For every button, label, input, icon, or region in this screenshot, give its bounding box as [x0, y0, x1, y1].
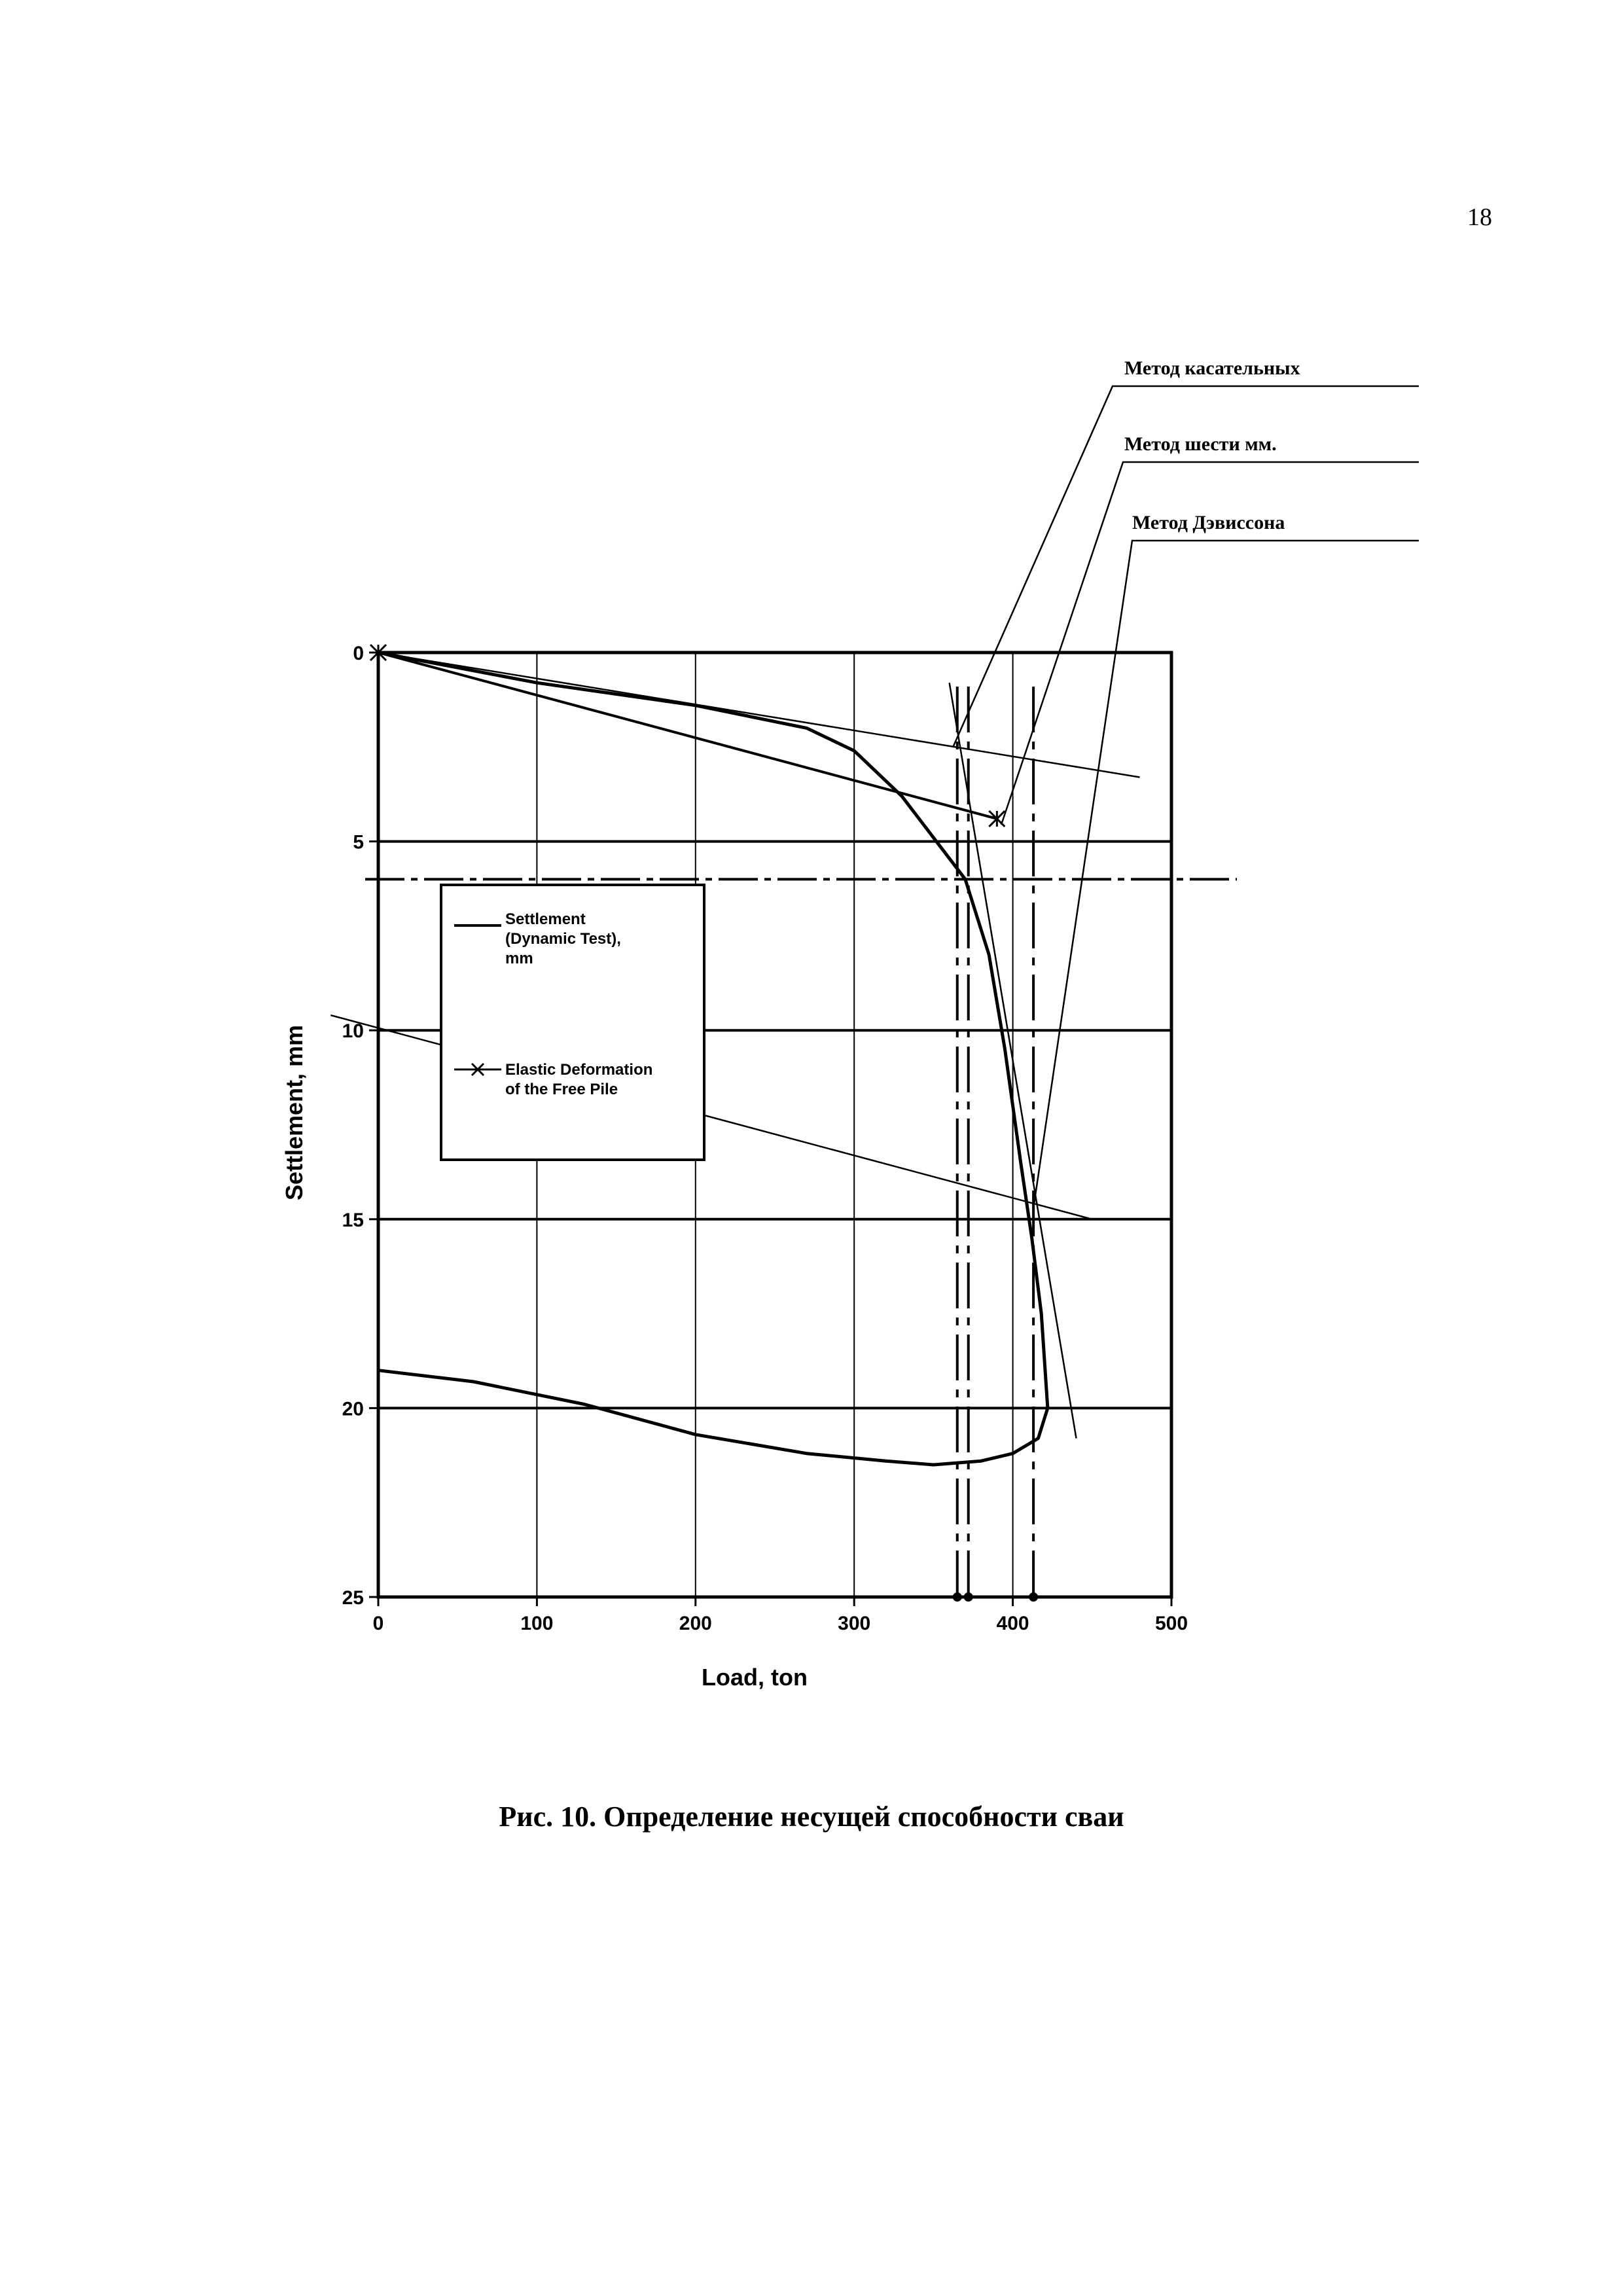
x-tick-label: 200 [679, 1613, 712, 1634]
page-number: 18 [1467, 204, 1492, 231]
elastic-deformation-line [378, 653, 997, 819]
x-tick-label: 400 [996, 1613, 1029, 1634]
y-tick-label: 5 [353, 831, 364, 853]
y-tick-label: 15 [342, 1209, 364, 1231]
legend [441, 885, 704, 1160]
y-tick-label: 20 [342, 1398, 364, 1420]
method-label-six-mm: Метод шести мм. [1124, 433, 1277, 455]
x-axis-title: Load, ton [702, 1664, 808, 1691]
x-tick-label: 500 [1154, 1613, 1188, 1634]
legend-label-settlement: Settlement [505, 910, 586, 928]
y-tick-label: 25 [342, 1587, 364, 1609]
method-label-davisson: Метод Дэвиссона [1132, 512, 1285, 533]
x-tick-label: 100 [520, 1613, 554, 1634]
figure-caption: Рис. 10. Определение несущей способности сваи [499, 1801, 1124, 1833]
legend-label-settlement-3: mm [505, 950, 533, 967]
y-axis-title: Settlement, mm [281, 1024, 308, 1201]
tangent-initial-line [378, 653, 1140, 777]
y-tick-label: 0 [353, 643, 364, 664]
method-label-tangents: Метод касательных [1124, 357, 1300, 379]
legend-label-elastic: Elastic Deformation [505, 1061, 653, 1079]
x-tick-label: 0 [372, 1613, 384, 1634]
leader-davisson [1034, 541, 1419, 1204]
x-tick-label: 300 [838, 1613, 871, 1634]
legend-label-elastic-2: of the Free Pile [505, 1081, 618, 1098]
y-tick-label: 10 [342, 1020, 364, 1043]
legend-label-settlement-2: (Dynamic Test), [505, 930, 621, 948]
